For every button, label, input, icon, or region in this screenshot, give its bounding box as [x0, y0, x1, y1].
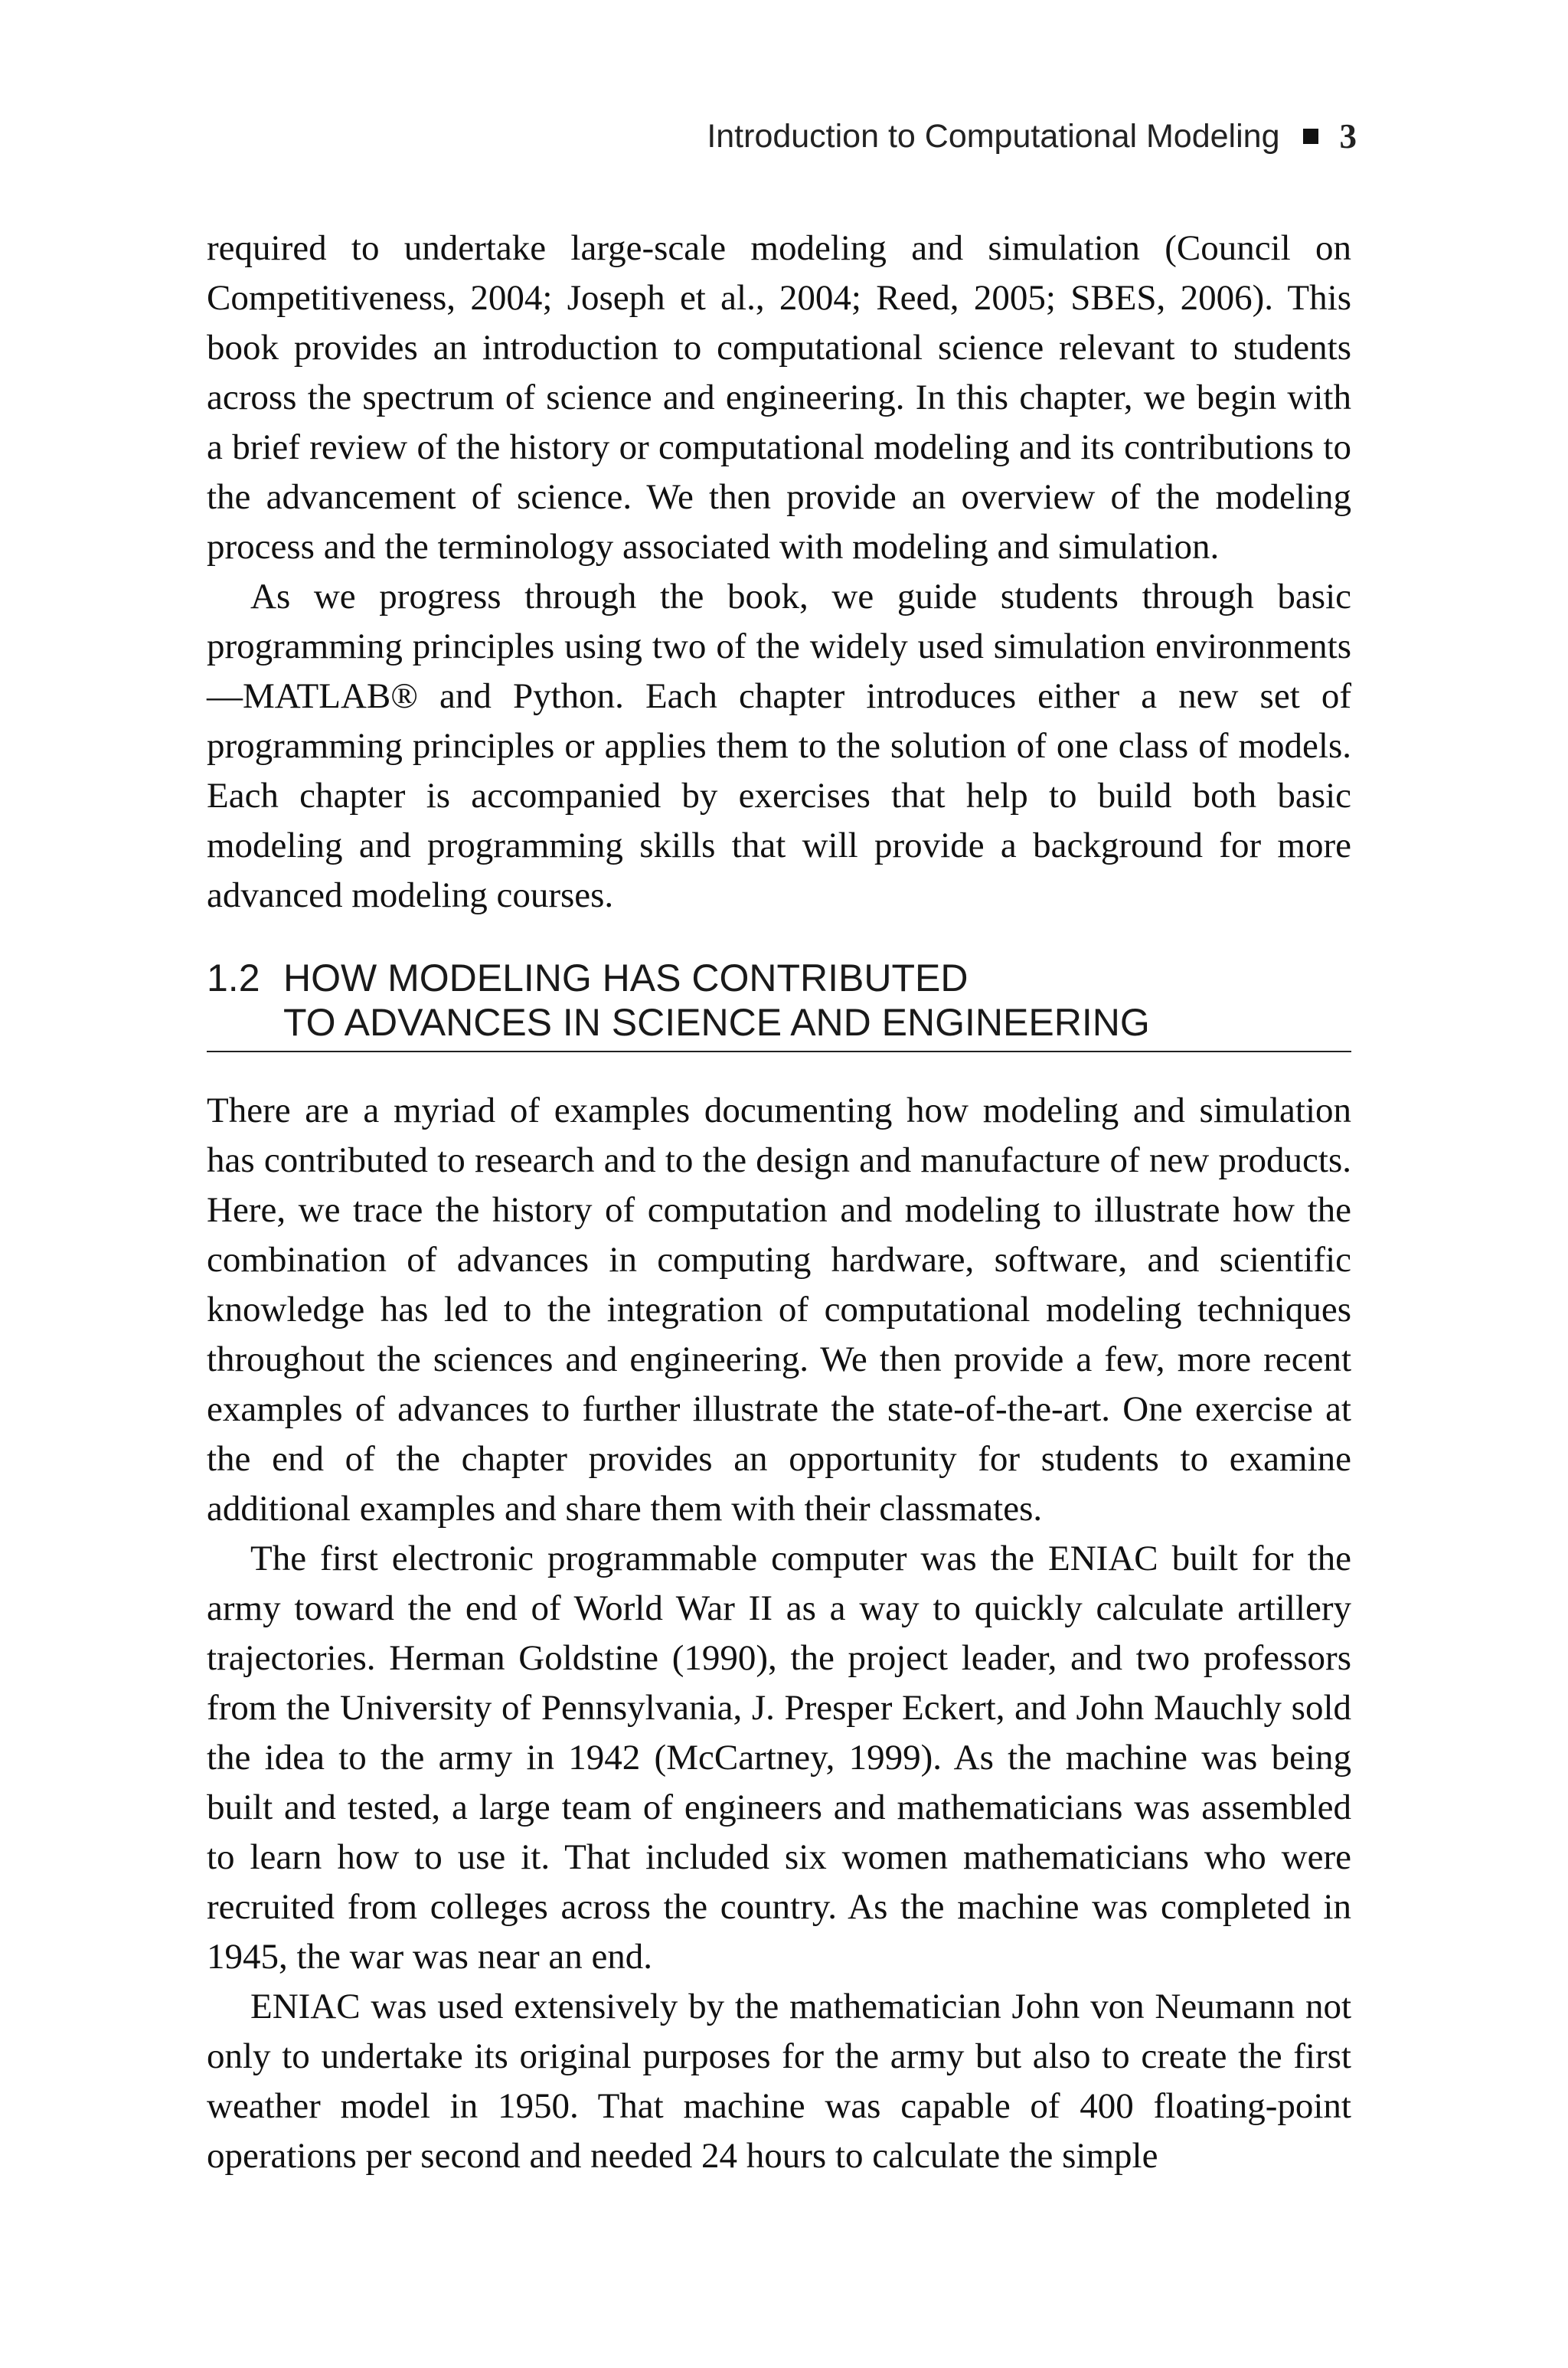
section-number: 1.2 — [207, 957, 260, 999]
paragraph: As we progress through the book, we guide students through basic programming principles using two of the widely used simulation environments—MATLAB® and Python. Each chapter introduces either a new set of programming principles or applies them to the solution of one class of models. Each chapter is accompanied by exercises that help to build both basic modeling and programming skills that will provide a background for more advanced modeling courses. — [207, 577, 1351, 915]
paragraph: required to undertake large-scale modeling and simulation (Council on Competitiveness, 2004; Joseph et al., 2004; Reed, 2005; SBES, 2006). This book provides an introduction to computational science relevant to students across the spectrum of science and engineering. In this chapter, we begin with a brief review of the history or computational modeling and its contributions to the advancement of science. We then provide an overview of the modeling process and the terminology associated with modeling and simulation. — [207, 228, 1351, 567]
paragraph: There are a myriad of examples documenting how modeling and simulation has contributed to research and to the design and manufacture of new products. Here, we trace the history of computation and modeling to illustrate how the combination of advances in computing hardware, software, and scientific knowledge has led to the integration of computational modeling techniques throughout the sciences and engineering. We then provide a few, more recent examples of advances to further illustrate the state-of-the-art. One exercise at the end of the chapter provides an opportunity for students to examine additional examples and share them with their classmates. — [207, 1091, 1351, 1529]
section-heading — [207, 956, 1351, 1052]
running-head-title: Introduction to Computational Modeling — [707, 117, 1280, 155]
body-text-top — [207, 224, 1351, 921]
paragraph: ENIAC was used extensively by the mathematician John von Neumann not only to undertake its original purposes for the army but also to create the first weather model in 1950. That machine was capable of 400 floating-point operations per second and needed 24 hours to calculate the simple — [207, 1987, 1351, 2176]
body-text-bottom — [207, 1086, 1351, 2181]
paragraph: The first electronic programmable computer was the ENIAC built for the army toward the end of World War II as a way to quickly calculate artillery trajectories. Herman Goldstine (1990), the project leader, and two professors from the University of Pennsylvania, J. Presper Eckert, and John Mauchly sold the idea to the army in 1942 (McCartney, 1999). As the machine was being built and tested, a large team of engineers and mathematicians was assembled to learn how to use it. That included six women mathematicians who were recruited from colleges across the country. As the machine was completed in 1945, the war was near an end. — [207, 1539, 1351, 1977]
square-bullet-icon — [1303, 129, 1318, 144]
section-title-line2: TO ADVANCES IN SCIENCE AND ENGINEERING — [283, 1001, 1150, 1044]
running-head — [707, 116, 1357, 156]
section-title-line1: HOW MODELING HAS CONTRIBUTED — [283, 957, 969, 999]
page-number: 3 — [1339, 117, 1357, 155]
